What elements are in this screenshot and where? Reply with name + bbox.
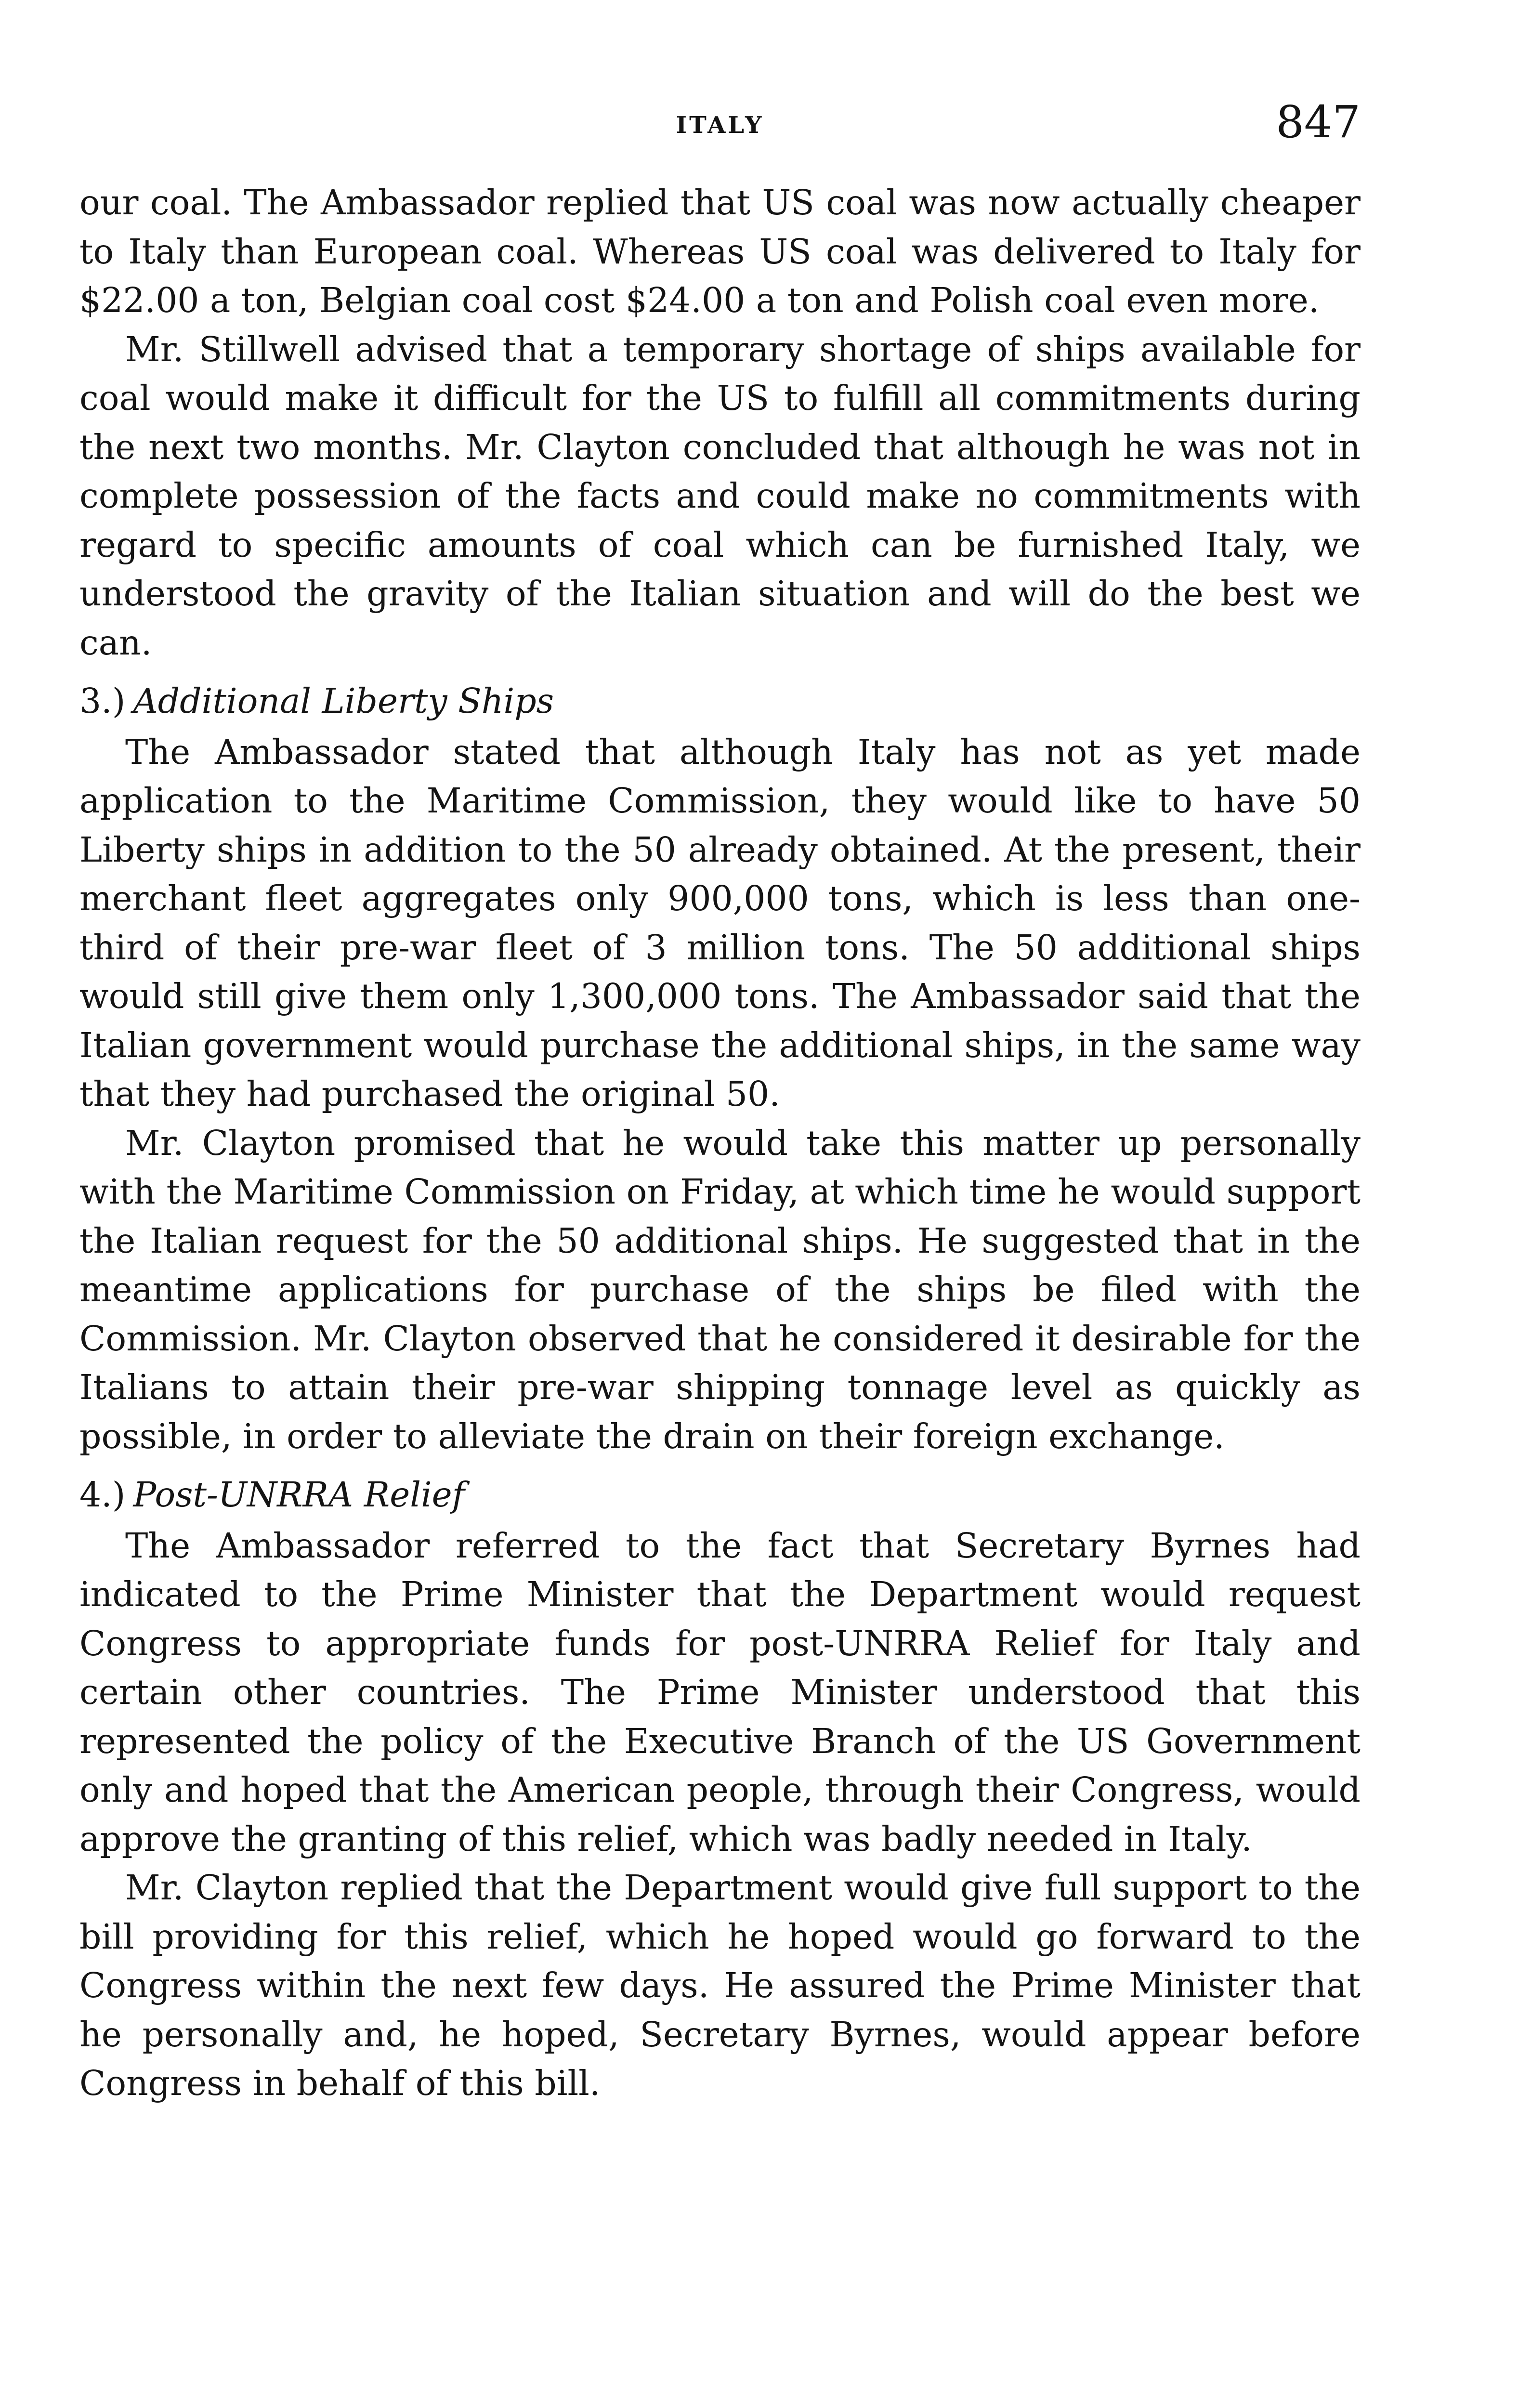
section-heading-liberty-ships bbox=[79, 677, 1361, 726]
document-page bbox=[79, 87, 1361, 2108]
paragraph-liberty-request: The Ambassador stated that although Italy has not as yet made application to the Maritime Commission, they would like to have 50 Liberty ships in addition to the 50 already obtained. At the present, their merchant fleet aggregates only 900,000 tons, which is less than one-third of their pre-war fleet of 3 million tons. The 50 additional ships would still give them only 1,300,000 tons. The Ambassador said that the Italian government would purchase the additional ships, in the same way that they had purchased the original 50. bbox=[79, 732, 1361, 1114]
paragraph-ship-shortage: Mr. Stillwell advised that a temporary shortage of ships available for coal would make it difficult for the US to fulfill all commitments during the next two months. Mr. Clayton concluded that although he was not in complete possession of the facts and could make no commitments with regard to specific amounts of coal which can be furnished Italy, we understood the gravity of the Italian situation and will do the best we can. bbox=[79, 329, 1361, 663]
section-title: Additional Liberty Ships bbox=[133, 681, 554, 721]
body-text bbox=[79, 178, 1361, 2108]
paragraph-clayton-promise: Mr. Clayton promised that he would take this matter up personally with the Maritime Commission on Friday, at which time he would support the Italian request for the 50 additional ships. He suggested that in the meantime applications for purchase of the ships be filed with the Commission. Mr. Clayton observed that he considered it desirable for the Italians to attain their pre-war shipping tonnage level as quickly as possible, in order to alleviate the drain on their foreign exchange. bbox=[79, 1123, 1361, 1456]
paragraph-coal-price: our coal. The Ambassador replied that US coal was now actually cheaper to Italy than European coal. Whereas US coal was delivered to Italy for $22.00 a ton, Belgian coal cost $24.00 a ton and Polish coal even more. bbox=[79, 183, 1361, 320]
paragraph-post-unrra-request: The Ambassador referred to the fact that Secretary Byrnes had indicated to the Prime Minister that the Department would request Congress to appropriate funds for post-UNRRA Relief for Italy and certain other countries. The Prime Minister understood that this represented the policy of the Executive Branch of the US Government only and hoped that the American people, through their Congress, would approve the granting of this relief, which was badly needed in Italy. bbox=[79, 1525, 1361, 1859]
page-number: 847 bbox=[1276, 96, 1361, 148]
running-title: ITALY bbox=[676, 112, 764, 139]
section-title: Post-UNRRA Relief bbox=[133, 1475, 465, 1515]
section-number: 4.) bbox=[79, 1475, 126, 1515]
section-number: 3.) bbox=[79, 681, 126, 721]
section-heading-post-unrra bbox=[79, 1470, 1361, 1519]
paragraph-clayton-support: Mr. Clayton replied that the Department would give full support to the bill providing for this relief, which he hoped would go forward to the Congress within the next few days. He assured the Prime Minister that he personally and, he hoped, Secretary Byrnes, would appear before Congress in behalf of this bill. bbox=[79, 1868, 1361, 2103]
running-header bbox=[79, 87, 1361, 178]
